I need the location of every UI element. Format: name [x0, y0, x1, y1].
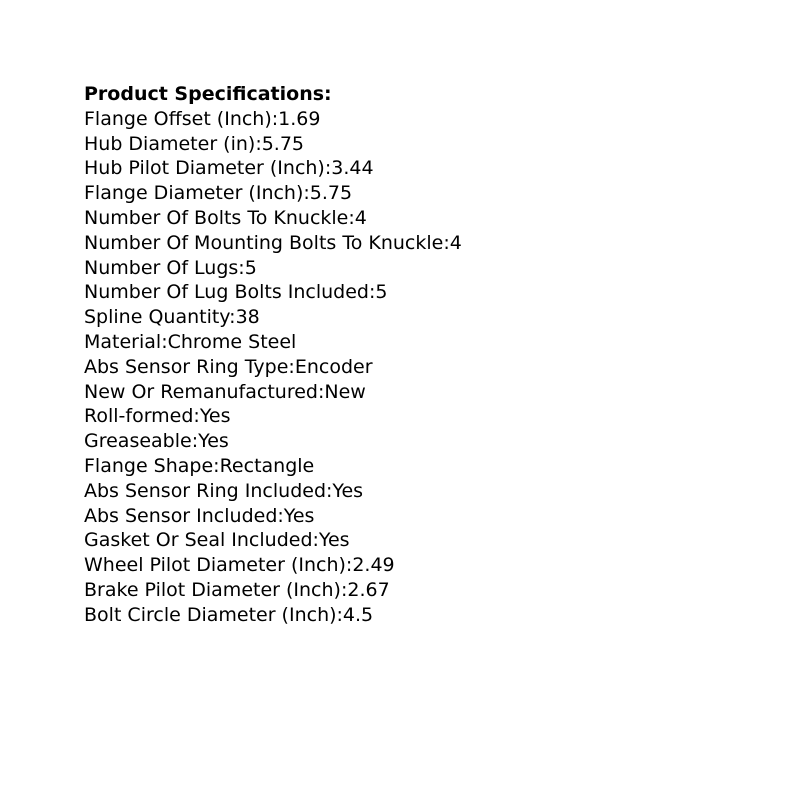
spec-item-hub-diameter: Hub Diameter (in):5.75 [84, 132, 305, 155]
spec-item-new-or-remanufactured: New Or Remanufactured:New [84, 380, 366, 403]
spec-item-bolt-circle-diameter: Bolt Circle Diameter (Inch):4.5 [84, 603, 374, 626]
spec-item-lug-bolts-included: Number Of Lug Bolts Included:5 [84, 281, 388, 304]
spec-item-gasket-or-seal-included: Gasket Or Seal Included:Yes [84, 529, 350, 552]
spec-item-brake-pilot-diameter: Brake Pilot Diameter (Inch):2.67 [84, 578, 390, 601]
spec-item-greaseable: Greaseable:Yes [84, 430, 229, 453]
spec-item-flange-shape: Flange Shape:Rectangle [84, 454, 315, 477]
spec-item-bolts-to-knuckle: Number Of Bolts To Knuckle:4 [84, 206, 367, 229]
spec-item-flange-offset: Flange Offset (Inch):1.69 [84, 107, 321, 130]
spec-item-abs-sensor-ring-type: Abs Sensor Ring Type:Encoder [84, 355, 373, 378]
spec-item-material: Material:Chrome Steel [84, 330, 297, 353]
specifications-list [84, 107, 764, 628]
spec-item-flange-diameter: Flange Diameter (Inch):5.75 [84, 182, 353, 205]
spec-item-spline-quantity: Spline Quantity:38 [84, 306, 260, 329]
spec-item-abs-sensor-ring-included: Abs Sensor Ring Included:Yes [84, 479, 364, 502]
product-specifications [84, 82, 764, 628]
spec-item-mounting-bolts-to-knuckle: Number Of Mounting Bolts To Knuckle:4 [84, 231, 462, 254]
spec-item-number-of-lugs: Number Of Lugs:5 [84, 256, 257, 279]
specifications-heading: Product Specifications: [84, 83, 332, 105]
spec-item-roll-formed: Roll-formed:Yes [84, 405, 231, 428]
spec-item-hub-pilot-diameter: Hub Pilot Diameter (Inch):3.44 [84, 157, 374, 180]
spec-item-wheel-pilot-diameter: Wheel Pilot Diameter (Inch):2.49 [84, 554, 395, 577]
spec-item-abs-sensor-included: Abs Sensor Included:Yes [84, 504, 315, 527]
